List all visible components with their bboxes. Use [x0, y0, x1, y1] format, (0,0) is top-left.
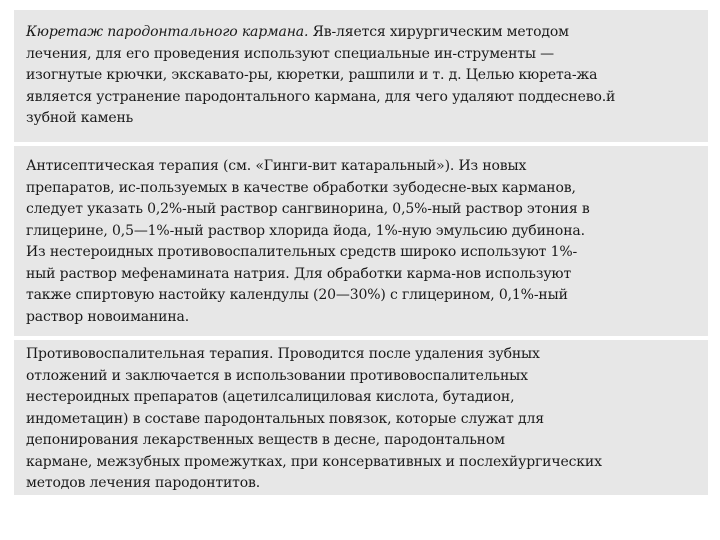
paragraph-anti-inflammatory: [26, 344, 698, 495]
text-span: Яв-ляется хирургическим методом: [308, 24, 569, 40]
term-curettage: Кюретаж пародонтального кармана.: [26, 24, 309, 40]
text-line: индометацин) в составе пародонтальных повязок, которые служат для: [26, 410, 544, 427]
text-line: нестероидных препаратов (ацетилсалициловая кислота, бутадион,: [26, 389, 515, 405]
text-line: также спиртовую настойку календулы (20—30%) с глицерином, 0,1%-ный: [26, 287, 568, 303]
text-line: глицерине, 0,5—1%-ный раствор хлорида йода, 1%-ную эмульсию дубинона.: [26, 222, 585, 239]
text-line: зубной камень: [26, 110, 134, 126]
text-line: является устранение пародонтального кармана, для чего удаляют поддеснево.й: [26, 88, 616, 105]
text-block-antiseptic: [14, 146, 708, 336]
text-line: раствор новоиманина.: [26, 308, 190, 325]
text-line: Противовоспалительная терапия. Проводится после удаления зубных: [26, 346, 540, 362]
paragraph-antiseptic: [26, 156, 698, 328]
text-line: депонирования лекарственных веществ в десне, пародонтальном: [26, 432, 505, 448]
text-line: [26, 22, 698, 44]
paragraph-curettage: [26, 22, 698, 130]
text-line: изогнутые крючки, экскавато-ры, кюретки, рашпили и т. д. Целью кюрета-жа: [26, 67, 598, 83]
text-line: Из нестероидных противовоспалительных средств широко используют 1%-: [26, 244, 578, 260]
text-block-anti-inflammatory: [14, 340, 708, 495]
text-line: отложений и заключается в использовании противовоспалительных: [26, 367, 528, 384]
text-line: препаратов, ис-пользуемых в качестве обработки зубодесне-вых карманов,: [26, 179, 576, 196]
text-line: ный раствор мефенамината натрия. Для обработки карма-нов используют: [26, 265, 572, 282]
text-line: кармане, межзубных промежутках, при консервативных и послехйургических: [26, 453, 602, 470]
text-line: Антисептическая терапия (см. «Гинги-вит катаральный»). Из новых: [26, 158, 527, 174]
text-block-curettage: [14, 10, 708, 142]
text-line: методов лечения пародонтитов.: [26, 475, 261, 491]
text-line: лечения, для его проведения используют специальные ин-струменты —: [26, 45, 554, 62]
text-line: следует указать 0,2%-ный раствор сангвинорина, 0,5%-ный раствор этония в: [26, 201, 590, 217]
